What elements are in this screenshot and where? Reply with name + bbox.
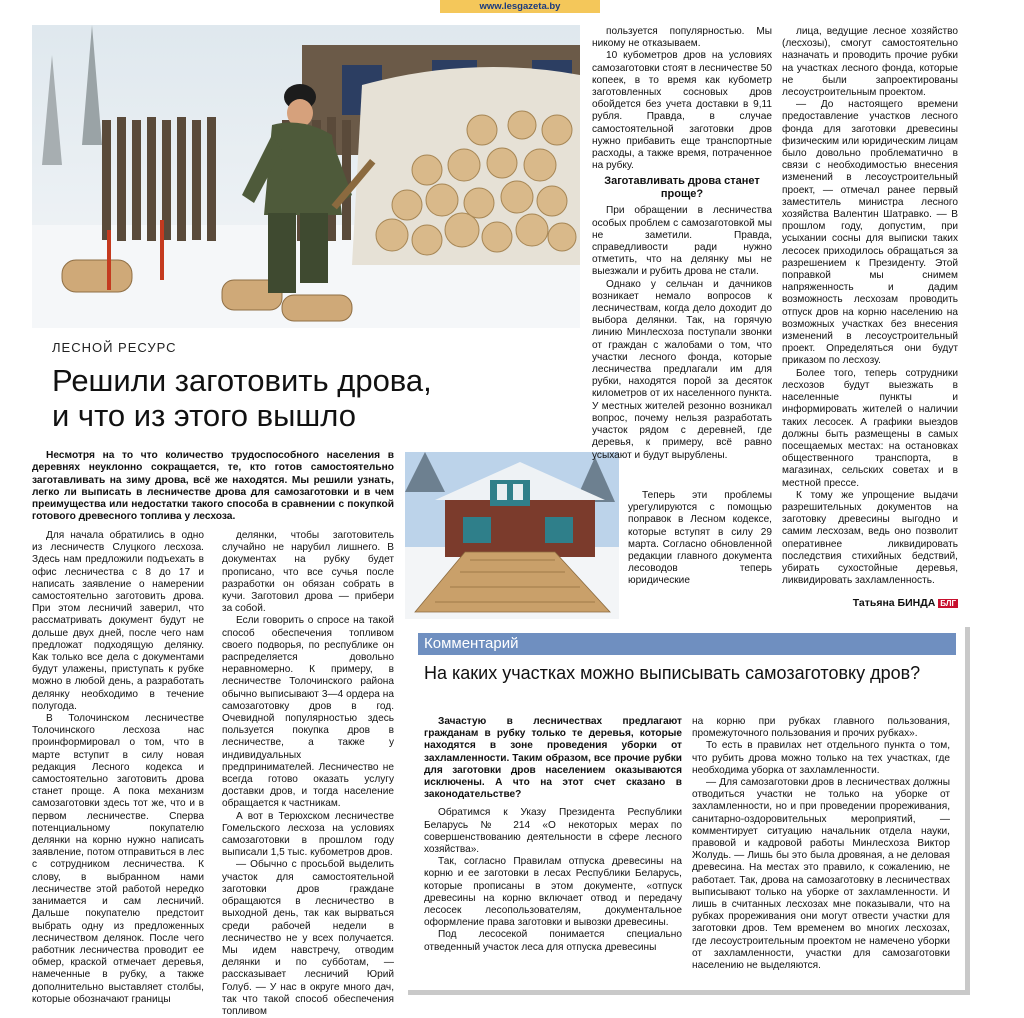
paragraph: 10 кубометров дров на условиях самозаготовки стоят в лесничестве 50 копеек, в то время как кубометр заготовленных сосновых дров обойдется без учета доставки в 9,11 рубля. Правда, в случае самостоятельной заготовки дров нужно прибавить еще транспортные расходы, а также время, потраченное на рубку. <box>592 50 772 172</box>
paragraph: на корню при рубках главного пользования, промежуточного пользования и прочих рубках». <box>692 716 950 740</box>
paragraph: делянки, чтобы заготовитель случайно не нарубил лишнего. В документах на рубку будет прописано, что все сучья после разработки он обязан собрать в кучи. Заготовил дрова — прибери за собой. <box>222 530 394 615</box>
paragraph: — Обычно с просьбой выделить участок для самостоятельной заготовки дров граждане обращаются в лесничество в выходной день, так как вырваться среди рабочей недели в лесничество не у всех получается. Мы идем навстречу, отводим делянки и по субботам, — рассказывает лесничий Юрий Голуб. — У нас в округе много дач, так что такой способ обеспечения топливом <box>222 859 394 1017</box>
paragraph: — Для самозаготовки дров в лесничествах должны отводиться участки не только на уборке от захламленности, но и при проведении прореживания, санитарно-оздоровительных мероприятий, — комментирует ситуацию начальник отдела науки, правовой и кадровой работы Минлесхоза Виктор Жолудь. — Лишь бы это была дровяная, а не деловая древесина. На местах это правило, к сожалению, не работает. Так, дрова на самозаготовку в лесничествах выписывают только на уборке от захламленности. И лишь в считанных лесхозах мне показывали, что на рубках прореживания они могут отвести участки для заготовки дров. Тем временем во многих лесхозах, где лесоустроительным проектом не намечено уборки от захламленности, участки для самозаготовки населению не выделяются. <box>692 777 950 972</box>
paragraph: Более того, теперь сотрудники лесхозов будут выезжать в населенные пункты и информировать жителей о наличии таких лесосек. А графики выездов должны быть размещены в самых посещаемых местах: на остановках общественного транспорта, в магазинах, сельских советах и в местной прессе. <box>782 367 958 489</box>
paragraph: Для начала обратились в одно из лесничеств Слуцкого лесхоза. Здесь нам предложили подъехать в офис лесничества с 8 до 17 и написать заявление о намерении самостоятельно заготовить дрова. При этом лесничий заверил, что рассматривать документ будут не дольше двух дней, после чего нам предложат подходящую делянку. Как только все дела с документами будут улажены, приступать к рубке можно в любой день, а разработать делянку необходимо в течение полугода. <box>32 530 204 712</box>
article-column-4 <box>782 26 958 596</box>
house-with-woodpile-photo <box>405 452 619 619</box>
article-rubric: ЛЕСНОЙ РЕСУРС <box>52 340 177 355</box>
author-name: Татьяна БИНДА <box>852 597 936 609</box>
comment-title: На каких участках можно выписывать самозаготовку дров? <box>424 663 921 683</box>
paragraph: Теперь эти проблемы урегулируются с помощью поправок в Лесном кодексе, которые вступят в силу 29 марта. Согласно обновленной редакции главного документа лесоводов теперь юридические <box>628 490 772 587</box>
paragraph: При обращении в лесничества особых проблем с самозаготовкой мы не заметили. Правда, справедливости ради нужно отметить, что на делянку мы не выезжали и рубить дрова не стали. <box>592 205 772 278</box>
paragraph: Если говорить о спросе на такой способ обеспечения топливом своего подворья, по республике он распределяется довольно неравномерно. К примеру, в лесничестве Толочинского района обычно выписывают 3—4 ордера на самозаготовку дров в год. Очевидной популярностью здесь пользуется покупка дров в лесничестве, а также у индивидуальных предпринимателей. Лесничество не всегда готово оказать услугу доставки дров, и тогда население обращается к частникам. <box>222 615 394 810</box>
paragraph: Под лесосекой понимается специально отведенный участок леса для отпуска древесины <box>424 929 682 953</box>
comment-header-bar: Комментарий <box>418 633 956 655</box>
paragraph: пользуется популярностью. Мы никому не отказываем. <box>592 26 772 50</box>
author-badge: БЛГ <box>940 598 956 608</box>
article-title <box>52 363 472 433</box>
photo-illustration-house <box>405 452 619 619</box>
photo-illustration-main <box>32 25 580 328</box>
title-line-1: Решили заготовить дрова, <box>52 363 432 398</box>
article-author <box>782 597 958 609</box>
comment-column-2 <box>692 716 950 988</box>
paragraph: Однако у сельчан и дачников возникает немало вопросов к лесничествам, когда дело доходит до выбора делянки. Так, на горячую линию Минлесхоза поступали звонки от граждан с жалобами о том, что участки лесного фонда, которые лесничества предлагали им для рубки, находятся порой за десяток километров от их населенного пункта. У местных жителей резонно возникал вопрос, почему нельзя разработать участок рядом с деревней, где деревья, к примеру, всё равно усыхают и будут вырублены. <box>592 278 772 461</box>
title-line-2: и что из этого вышло <box>52 398 356 433</box>
paragraph: лица, ведущие лесное хозяйство (лесхозы), смогут самостоятельно назначать и проводить прочие рубки на участках лесного фонда, которые не были запроектированы лесоустроительным проектом. <box>782 26 958 99</box>
article-column-3 <box>592 26 772 461</box>
man-chopping-firewood-photo <box>32 25 580 328</box>
paragraph: К тому же упрощение выдачи разрешительных документов на заготовку древесины выгодно и самим лесхозам, ведь оно позволит оперативнее ликвидировать последствия стихийных бедствий, убирать сухостойные деревья, ликвидировать захламленность. <box>782 489 958 587</box>
article-subhead: Заготавливать дрова станет проще? <box>604 175 760 201</box>
comment-lead: Зачастую в лесничествах предлагают гражданам в рубку только те деревья, которые находятся в зоне проведения уборки от захламленности. Таким образом, все прочие рубки для заготовки дров населением оказываются исключены. А что на этот счет сказано в законодательстве? <box>424 716 682 801</box>
paragraph: — До настоящего времени предоставление участков лесного фонда для заготовки древесины физическим или юридическим лицам было довольно проблематично в связи с необходимостью внесения изменений в лесоустроительный проект, — отмечал ранее первый заместитель министра лесного хозяйства Валентин Шатравко. — В прошлом году, допустим, при усыхании сосны для выписки таких лесосек приходилось обращаться за разрешением к Президенту. Этой поправкой мы снимем напряженность и дадим возможность лесхозам проводить отпуск дров на корню населению на возможных участках без внесения изменений в лесоустроительный проект. Определяться они будут приказом по лесхозу. <box>782 99 958 367</box>
comment-column-1 <box>424 716 682 988</box>
paragraph: То есть в правилах нет отдельного пункта о том, что рубить дрова можно только на тех участках, где необходима уборка от захламленности. <box>692 740 950 776</box>
article-lead: Несмотря на то что количество трудоспособного населения в деревнях неуклонно сокращается, те, кто готов самостоятельно заготавливать на зиму дрова, всё же находятся. Мы решили узнать, легко ли выписать в лесничестве дрова для самозаготовки и в чем преимущества или недостатки такого способа в сравнении с покупкой готового древесного топлива у лесхоза. <box>32 450 394 523</box>
paragraph: Обратимся к Указу Президента Республики Беларусь № 214 «О некоторых мерах по совершенствованию деятельности в сфере лесного хозяйства». <box>424 807 682 856</box>
paragraph: Так, согласно Правилам отпуска древесины на корню и ее заготовки в лесах Республики Беларусь, которые прописаны в этом документе, «отпуск древесины на корню включает отвод и передачу лесосек лесопользователям, документальное оформление права заготовки и вывозки древесины. <box>424 856 682 929</box>
article-column-1 <box>32 530 204 1005</box>
paragraph: В Толочинском лесничестве Толочинского лесхоза нас проинформировал о том, что в марте вступит в силу новая редакция Лесного кодекса и самостоятельно заготовить дрова станет проще. А пока механизм самозаготовки здесь тот же, что и в первом лесничестве. Сперва потенциальному покупателю делянки на корню нужно написать заявление, потом отправиться в лес с сотрудником лесничества. К слову, в выбранном нами лесничестве этой работой нередко занимается и сам лесничий. Дальше покупателю предстоит выбрать одну из предложенных лесничеством делянок. После чего работник лесничества проводит ее обмер, краской отмечает деревья, намеченные в рубку, а также дополнительно выставляет столбы, которые обозначают границы <box>32 713 204 1005</box>
article-column-2 <box>222 530 394 1017</box>
article-column-3-bottom <box>628 490 772 618</box>
paragraph: А вот в Терюхском лесничестве Гомельского лесхоза на условиях самозаготовки в прошлом году выписали 1,5 тыс. кубометров дров. <box>222 810 394 859</box>
site-url: www.lesgazeta.by <box>440 0 600 13</box>
